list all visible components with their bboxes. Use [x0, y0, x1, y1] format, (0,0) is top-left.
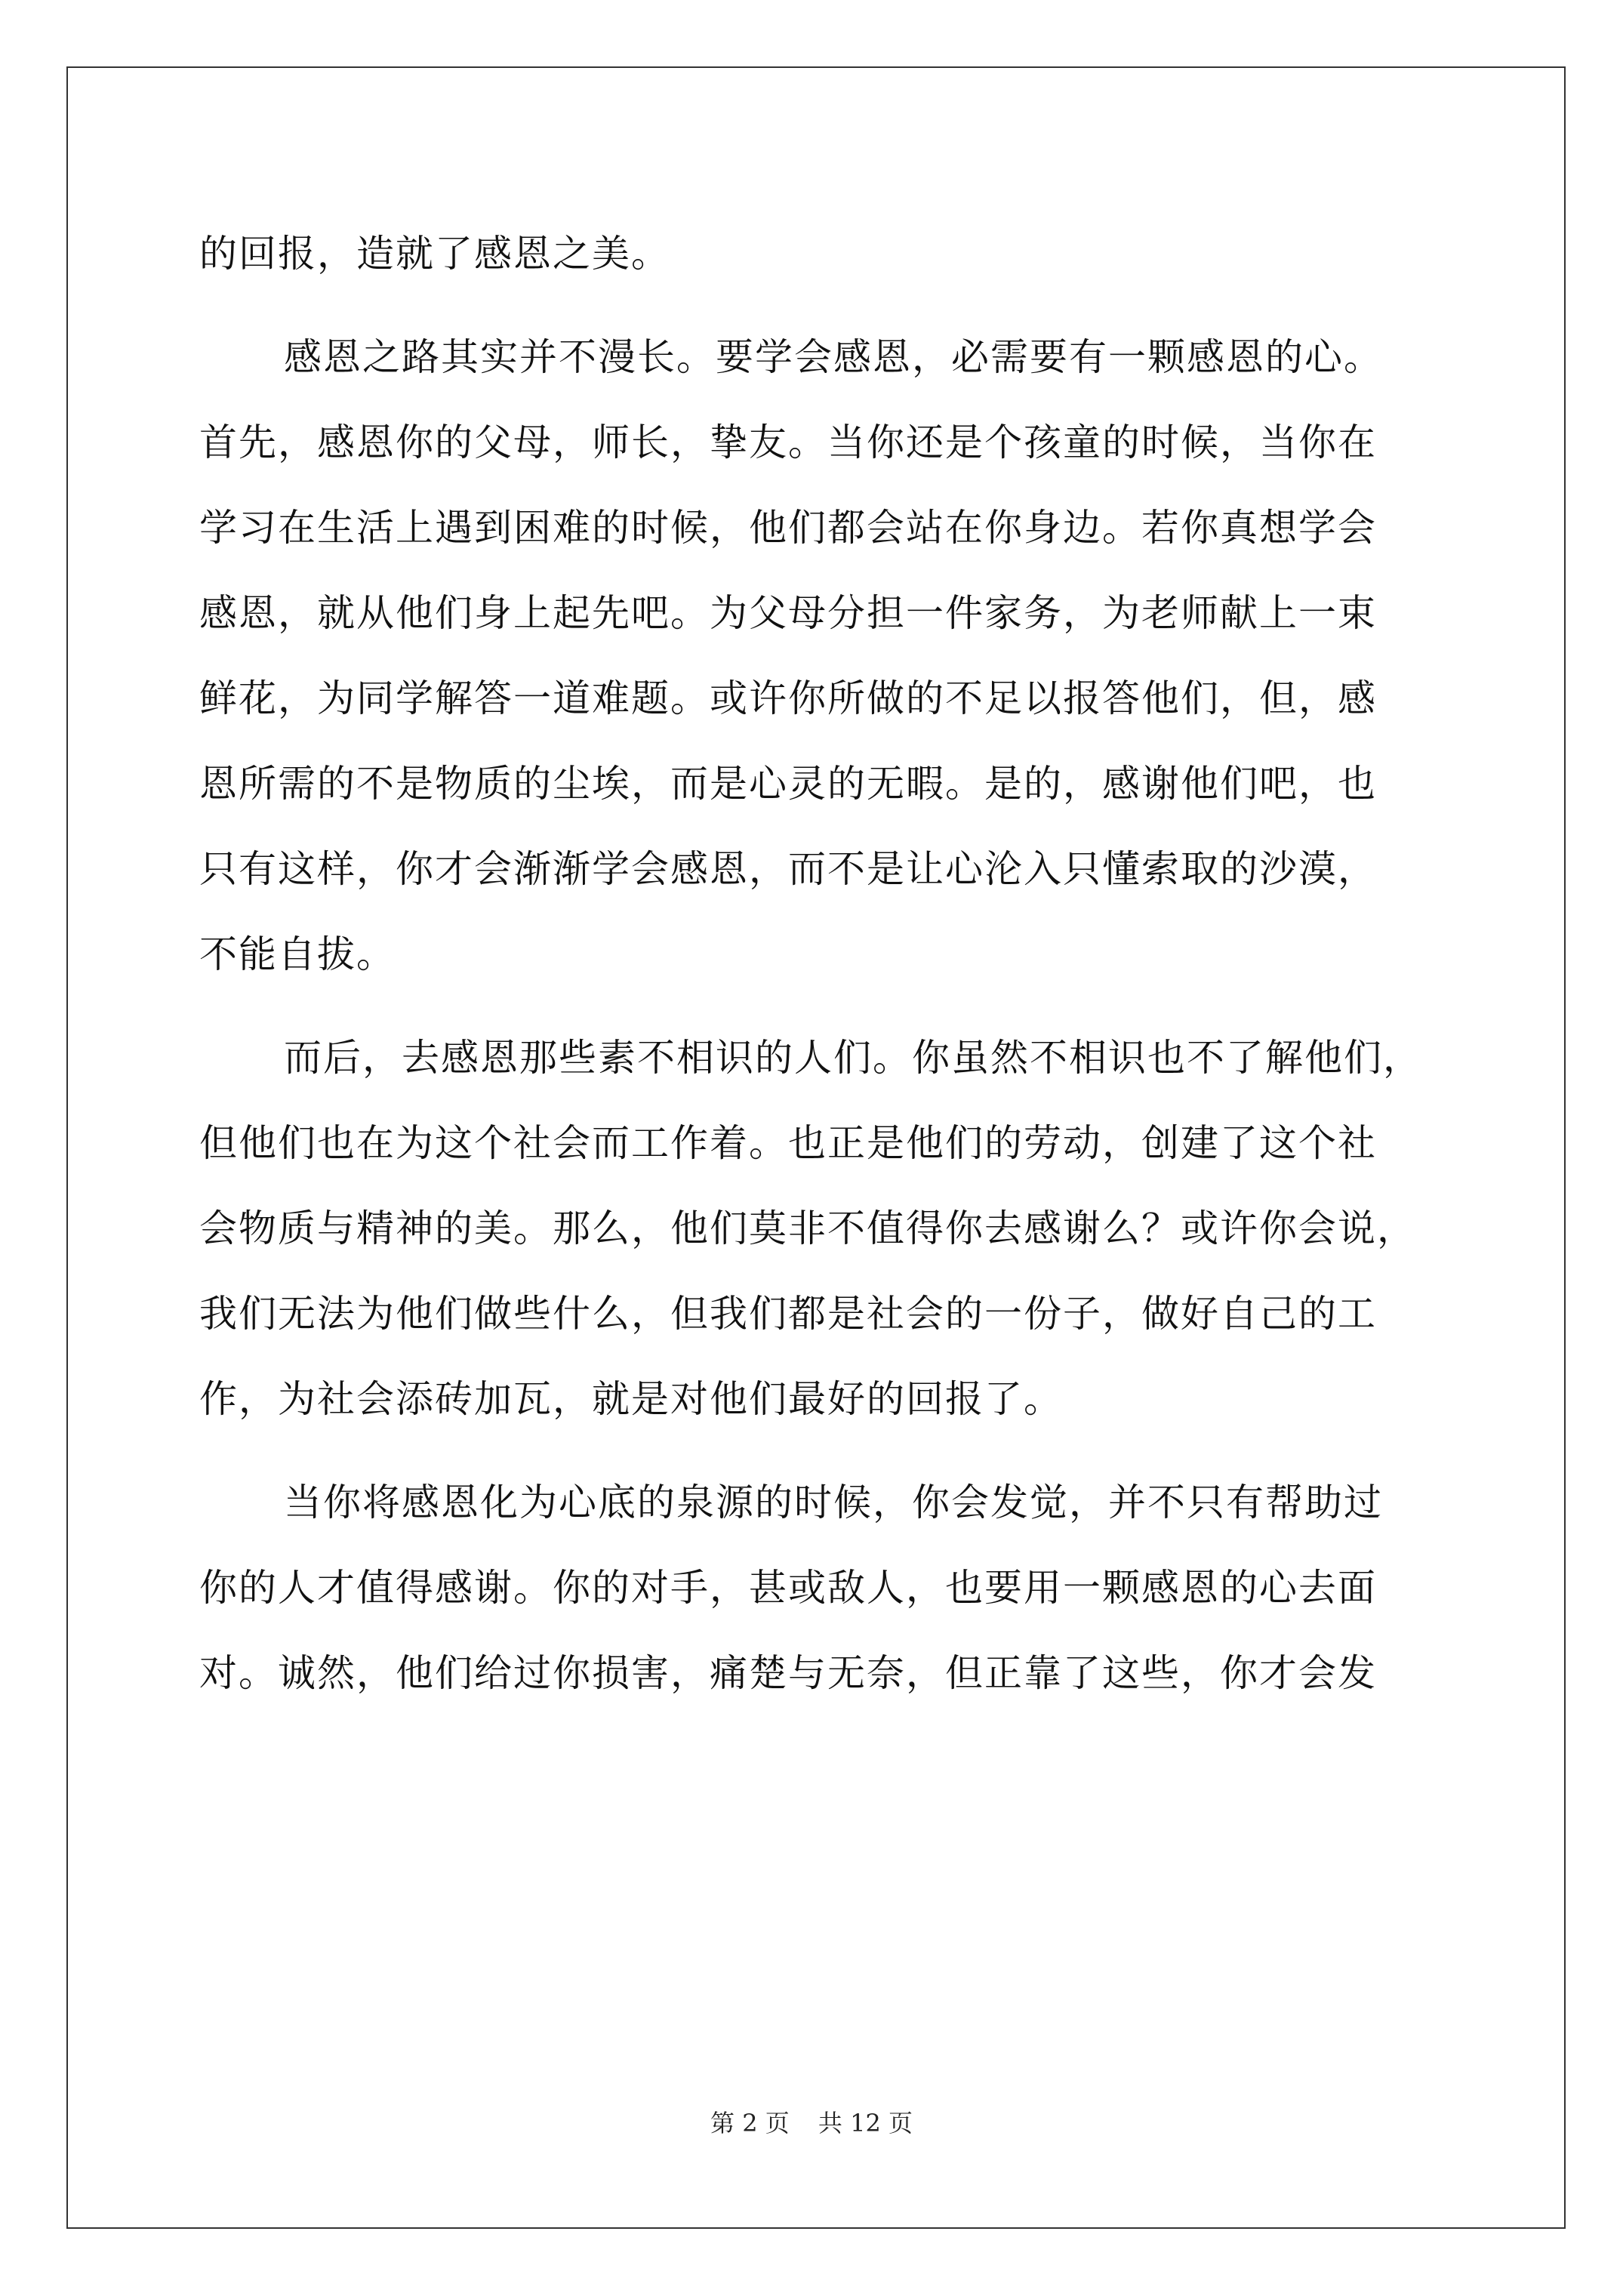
- page-number-total: 共 12 页: [818, 2109, 913, 2137]
- text-line: 的回报，造就了感恩之美。: [199, 232, 670, 276]
- text-line: 你的人才值得感谢。你的对手，甚或敌人，也要用一颗感恩的心去面: [199, 1566, 1377, 1610]
- text-line: 感恩，就从他们身上起先吧。为父母分担一件家务，为老师献上一束: [199, 591, 1377, 635]
- text-line: 不能自拔。: [199, 932, 396, 976]
- text-line: 对。诚然，他们给过你损害，痛楚与无奈，但正靠了这些，你才会发: [199, 1651, 1377, 1695]
- text-line: 当你将感恩化为心底的泉源的时候，你会发觉，并不只有帮助过: [284, 1481, 1383, 1524]
- text-line: 恩所需的不是物质的尘埃，而是心灵的无暇。是的，感谢他们吧，也: [199, 762, 1377, 806]
- text-line: 作，为社会添砖加瓦，就是对他们最好的回报了。: [199, 1377, 1063, 1421]
- text-line: 学习在生活上遇到困难的时候，他们都会站在你身边。若你真想学会: [199, 506, 1377, 550]
- text-line: 鲜花，为同学解答一道难题。或许你所做的不足以报答他们，但，感: [199, 676, 1377, 720]
- document-body: [199, 211, 1437, 1716]
- text-line: 感恩之路其实并不漫长。要学会感恩，必需要有一颗感恩的心。: [284, 335, 1383, 379]
- text-line: 但他们也在为这个社会而工作着。也正是他们的劳动，创建了这个社: [199, 1121, 1377, 1165]
- text-line: 首先，感恩你的父母，师长，挚友。当你还是个孩童的时候，当你在: [199, 421, 1377, 464]
- page-number-current: 第 2 页: [710, 2109, 790, 2137]
- page-footer: [0, 2108, 1623, 2138]
- text-line: 我们无法为他们做些什么，但我们都是社会的一份子，做好自己的工: [199, 1292, 1377, 1336]
- text-line: 只有这样，你才会渐渐学会感恩，而不是让心沦入只懂索取的沙漠，: [199, 847, 1377, 891]
- text-line: 而后，去感恩那些素不相识的人们。你虽然不相识也不了解他们，: [284, 1036, 1422, 1080]
- text-line: 会物质与精神的美。那么，他们莫非不值得你去感谢么？或许你会说，: [199, 1207, 1416, 1250]
